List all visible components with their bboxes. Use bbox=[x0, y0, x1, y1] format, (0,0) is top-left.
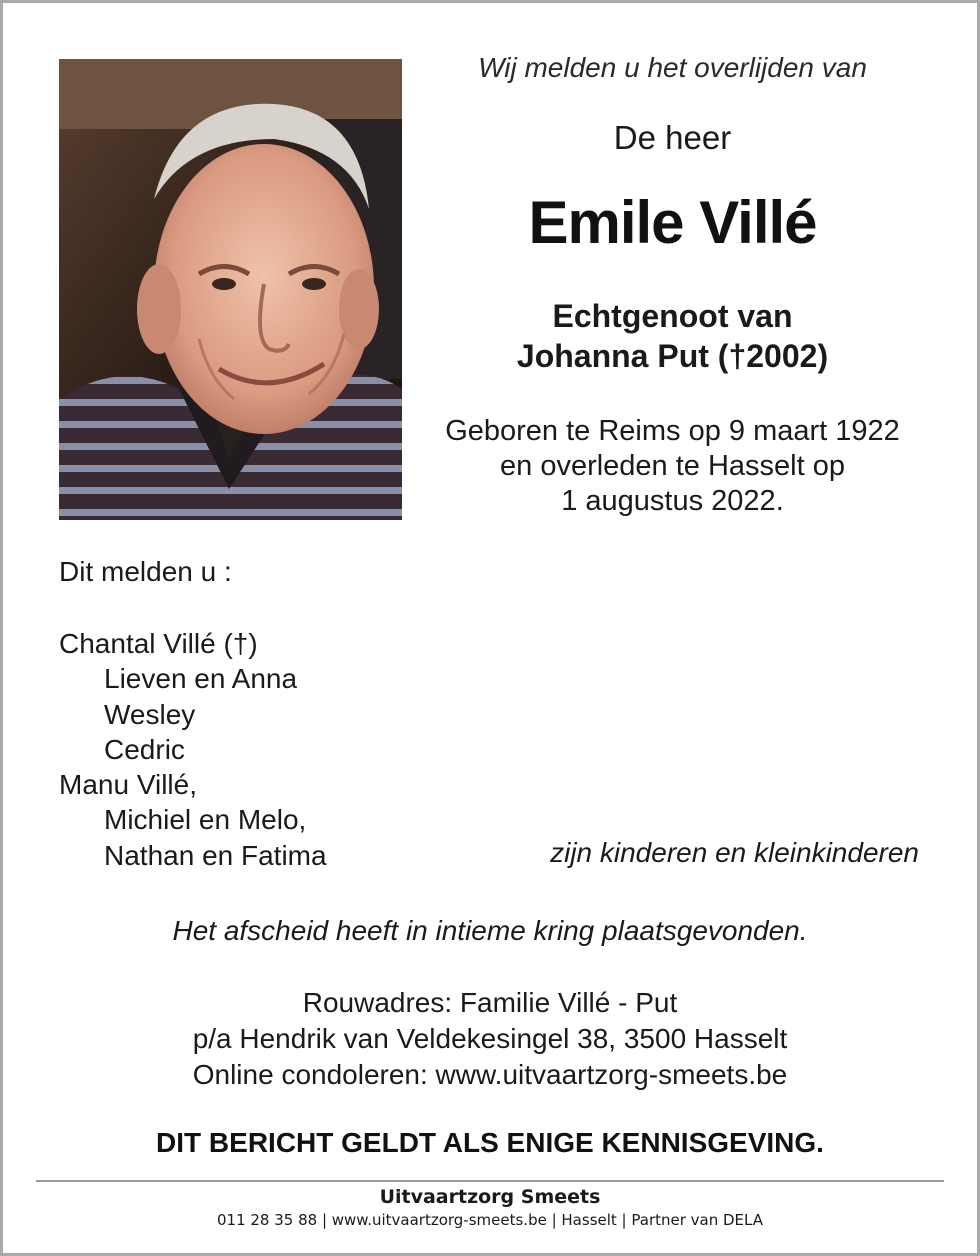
announce-text: Dit melden u : bbox=[59, 556, 232, 587]
deceased-name: Emile Villé bbox=[528, 189, 817, 256]
footer-info: 011 28 35 88 | www.uitvaartzorg-smeets.be | Hasselt | Partner van DELA bbox=[216, 1211, 763, 1229]
spouse-line-1: Echtgenoot van bbox=[552, 298, 793, 334]
address-line-3: Online condoleren: www.uitvaartzorg-smeets.be bbox=[192, 1059, 788, 1090]
family-list bbox=[59, 626, 327, 873]
child-name: Chantal Villé (†) bbox=[59, 628, 258, 659]
relation-text: zijn kinderen en kleinkinderen bbox=[550, 837, 919, 868]
intro-text: Wij melden u het overlijden van bbox=[478, 52, 867, 83]
footer-company: Uitvaartzorg Smeets bbox=[379, 1186, 601, 1208]
life-dates bbox=[420, 414, 925, 519]
grandchild-name: Lieven en Anna bbox=[104, 663, 298, 695]
notice-text: DIT BERICHT GELDT ALS ENIGE KENNISGEVING. bbox=[156, 1127, 824, 1158]
footer-divider bbox=[36, 1180, 944, 1182]
spouse-block bbox=[420, 296, 925, 376]
life-line-2: en overleden te Hasselt op bbox=[500, 450, 845, 482]
honorific: De heer bbox=[613, 119, 732, 156]
life-line-3: 1 augustus 2022. bbox=[561, 485, 784, 517]
portrait-photo bbox=[59, 59, 402, 520]
address-block bbox=[0, 985, 980, 1093]
grandchild-name: Nathan en Fatima bbox=[104, 839, 327, 871]
spouse-line-2: Johanna Put (†2002) bbox=[516, 338, 829, 374]
grandchild-name: Cedric bbox=[104, 733, 185, 765]
address-line-1: Rouwadres: Familie Villé - Put bbox=[302, 987, 678, 1018]
grandchild-name: Wesley bbox=[104, 698, 196, 730]
grandchild-name: Michiel en Melo, bbox=[104, 804, 307, 836]
address-line-2: p/a Hendrik van Veldekesingel 38, 3500 Hasselt bbox=[192, 1023, 788, 1054]
life-line-1: Geboren te Reims op 9 maart 1922 bbox=[445, 415, 900, 447]
farewell-text: Het afscheid heeft in intieme kring plaatsgevonden. bbox=[172, 915, 808, 946]
child-name: Manu Villé, bbox=[59, 769, 198, 801]
